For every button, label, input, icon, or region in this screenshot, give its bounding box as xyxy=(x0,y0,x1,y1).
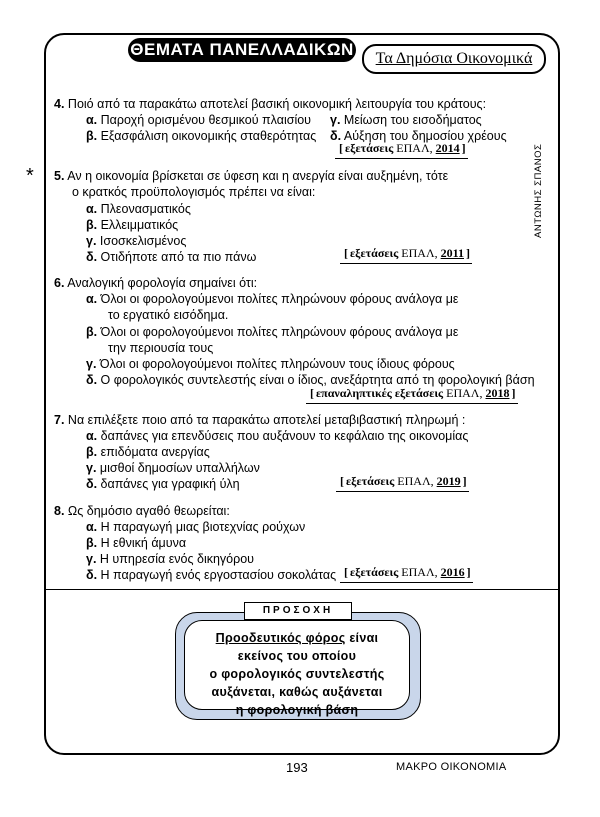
exam-year: 2016 xyxy=(440,565,465,579)
option-text: δαπάνες για επενδύσεις που αυξάνουν το κεφάλαιο της οικονομίας xyxy=(100,429,469,443)
option-text: επιδόματα ανεργίας xyxy=(100,445,210,459)
option-a xyxy=(86,519,305,536)
option-letter: β. xyxy=(86,445,98,459)
question-text: Αν η οικονομία βρίσκεται σε ύφεση και η ανεργία είναι αυξημένη, τότε xyxy=(67,169,449,183)
question-text: Να επιλέξετε ποιο από τα παρακάτω αποτελεί μεταβιβαστική πληρωμή : xyxy=(67,413,466,427)
exam-reference xyxy=(335,140,468,159)
option-letter: δ. xyxy=(86,477,98,491)
option-letter: β. xyxy=(86,325,98,339)
exam-board: ΕΠΑΛ, xyxy=(446,386,483,400)
option-b-cont: την περιουσία τους xyxy=(108,341,214,355)
exam-label: εξετάσεις xyxy=(350,565,399,579)
option-text: Όλοι οι φορολογούμενοι πολίτες πληρώνουν φόρους ανάλογα με xyxy=(100,325,459,339)
option-text: Η παραγωγή μιας βιοτεχνίας ρούχων xyxy=(100,520,306,534)
option-c xyxy=(86,233,186,250)
option-letter: δ. xyxy=(86,568,98,582)
option-text: Ισοσκελισμένος xyxy=(99,234,187,248)
option-letter: β. xyxy=(86,218,98,232)
option-text: Μείωση του εισοδήματος xyxy=(343,113,482,127)
attention-line-4: αυξάνεται, καθώς αυξάνεται xyxy=(211,685,383,699)
option-b xyxy=(86,217,178,234)
question-4 xyxy=(54,96,524,113)
option-c xyxy=(86,551,254,568)
attention-term: Προοδευτικός φόρος xyxy=(215,631,346,645)
option-a xyxy=(86,291,459,308)
option-letter: γ. xyxy=(86,552,97,566)
option-text: μισθοί δημοσίων υπαλλήλων xyxy=(99,461,260,475)
exam-reference xyxy=(306,385,518,404)
attention-line-1 xyxy=(191,629,403,647)
attention-line-5: η φορολογική βάση xyxy=(235,703,359,717)
option-b xyxy=(86,128,316,145)
option-letter: γ. xyxy=(86,461,97,475)
option-letter: α. xyxy=(86,202,98,216)
option-a-cont: το εργατικό εισόδημα. xyxy=(108,308,229,322)
section-divider xyxy=(46,589,558,590)
option-text: Πλεονασματικός xyxy=(100,202,191,216)
option-d xyxy=(86,476,240,493)
star-mark: * xyxy=(26,165,34,187)
exam-year: 2011 xyxy=(440,246,464,260)
question-text: Ποιό από τα παρακάτω αποτελεί βασική οικονομική λειτουργία του κράτους: xyxy=(67,97,487,111)
option-text: Ο φορολογικός συντελεστής είναι ο ίδιος, ανεξάρτητα από τη φορολογική βάση xyxy=(100,373,535,387)
question-text-cont: ο κρατκός προϋπολογισμός πρέπει να είναι: xyxy=(72,185,316,199)
option-a xyxy=(86,428,468,445)
exam-board: ΕΠΑΛ, xyxy=(396,141,433,155)
exam-reference xyxy=(340,564,473,583)
option-a xyxy=(86,201,191,218)
attention-line-2: εκείνος του οποίου xyxy=(237,649,357,663)
question-number: 7. xyxy=(54,413,65,427)
option-letter: δ. xyxy=(86,250,98,264)
header-right-title xyxy=(362,44,546,74)
option-letter: α. xyxy=(86,429,98,443)
exam-label: εξετάσεις xyxy=(345,141,394,155)
option-text: Η υπηρεσία ενός δικηγόρου xyxy=(99,552,255,566)
page-number: 193 xyxy=(286,760,308,775)
option-letter: δ. xyxy=(86,373,98,387)
question-6 xyxy=(54,275,524,292)
option-text: Η εθνική άμυνα xyxy=(100,536,187,550)
exam-label: εξετάσεις xyxy=(346,474,395,488)
option-d xyxy=(86,567,336,584)
header-right-title-text: Τα Δημόσια Οικονομικά xyxy=(375,50,533,67)
question-8 xyxy=(54,503,524,520)
exam-year: 2014 xyxy=(435,141,460,155)
author-name: ΑΝΤΩΝΗΣ ΣΠΑΝΟΣ xyxy=(533,143,544,238)
attention-line-1-rest: είναι xyxy=(345,631,379,645)
exam-label: εξετάσεις xyxy=(350,246,399,260)
exam-year: 2018 xyxy=(485,386,510,400)
option-b xyxy=(86,324,458,341)
question-number: 5. xyxy=(54,169,65,183)
exam-reference xyxy=(336,473,469,492)
option-letter: δ. xyxy=(330,129,342,143)
option-a xyxy=(86,112,311,129)
header-left-title: ΘΕΜΑΤΑ ΠΑΝΕΛΛΑΔΙΚΩΝ xyxy=(128,38,356,62)
option-d xyxy=(86,249,256,266)
exam-board: ΕΠΑΛ, xyxy=(397,474,434,488)
attention-content xyxy=(184,620,410,717)
option-letter: α. xyxy=(86,113,98,127)
question-number: 6. xyxy=(54,276,65,290)
option-text: Παροχή ορισμένου θεσμικού πλαισίου xyxy=(100,113,312,127)
exam-board: ΕΠΑΛ, xyxy=(401,565,438,579)
option-letter: α. xyxy=(86,292,98,306)
question-5 xyxy=(54,168,524,185)
exam-year: 2019 xyxy=(436,474,461,488)
question-number: 4. xyxy=(54,97,65,111)
exam-board: ΕΠΑΛ, xyxy=(401,246,438,260)
book-title: ΜΑΚΡΟ ΟΙΚΟΝΟΜΙΑ xyxy=(396,761,507,773)
question-text: Ως δημόσιο αγαθό θεωρείται: xyxy=(67,504,230,518)
option-text: Αύξηση του δημοσίου χρέους xyxy=(343,129,507,143)
option-c xyxy=(86,460,260,477)
exam-label: επαναληπτικές εξετάσεις xyxy=(316,386,444,400)
attention-line-3: ο φορολογικός συντελεστής xyxy=(209,667,385,681)
question-text: Αναλογική φορολογία σημαίνει ότι: xyxy=(67,276,258,290)
question-7 xyxy=(54,412,524,429)
option-letter: β. xyxy=(86,536,98,550)
option-text: Ελλειμματικός xyxy=(100,218,179,232)
option-letter: β. xyxy=(86,129,98,143)
option-c xyxy=(330,112,482,129)
option-text: Οτιδήποτε από τα πιο πάνω xyxy=(100,250,257,264)
option-c xyxy=(86,356,455,373)
option-letter: γ. xyxy=(86,357,97,371)
exam-reference xyxy=(340,245,472,264)
option-letter: γ. xyxy=(86,234,97,248)
attention-title: ΠΡΟΣΟΧΗ xyxy=(244,602,352,620)
option-b xyxy=(86,535,186,552)
option-text: Η παραγωγή ενός εργοστασίου σοκολάτας xyxy=(100,568,337,582)
option-text: Όλοι οι φορολογούμενοι πολίτες πληρώνουν φόρους ανάλογα με xyxy=(100,292,459,306)
option-text: δαπάνες για γραφική ύλη xyxy=(100,477,240,491)
option-letter: α. xyxy=(86,520,98,534)
question-number: 8. xyxy=(54,504,65,518)
option-b xyxy=(86,444,210,461)
option-text: Εξασφάλιση οικονομικής σταθερότητας xyxy=(100,129,317,143)
option-letter: γ. xyxy=(330,113,341,127)
option-text: Όλοι οι φορολογούμενοι πολίτες πληρώνουν τους ίδιους φόρους xyxy=(99,357,455,371)
